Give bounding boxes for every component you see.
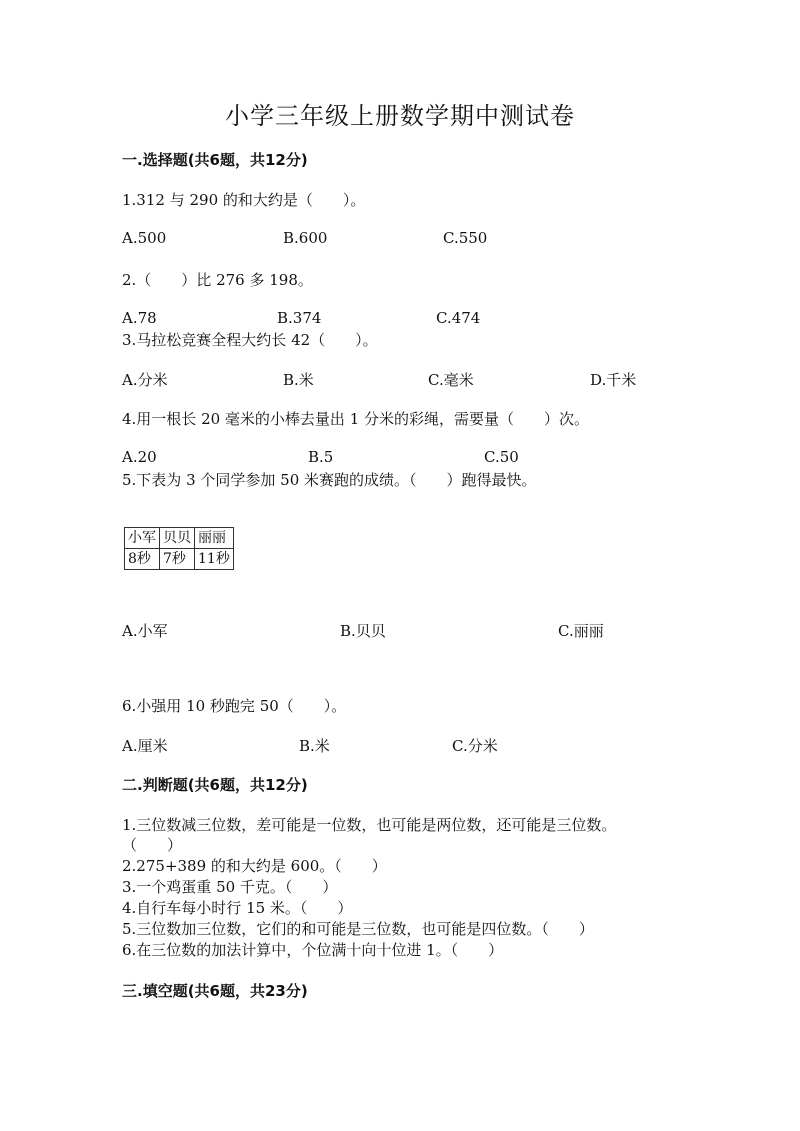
page-title: 小学三年级上册数学期中测试卷 — [225, 102, 575, 130]
mc-q2-option-b: B.374 — [277, 309, 322, 327]
mc-q5-option-b: B.贝贝 — [340, 622, 386, 640]
tf-question-3: 3.一个鸡蛋重 50 千克。（ ） — [122, 878, 338, 896]
mc-q1-option-a: A.500 — [122, 229, 167, 247]
section-3-heading: 三.填空题(共6题，共23分) — [122, 982, 308, 1000]
table-header-cell: 贝贝 — [160, 528, 195, 549]
mc-q3-option-d: D.千米 — [590, 371, 637, 389]
mc-question-6: 6.小强用 10 秒跑完 50（ ）。 — [122, 697, 347, 715]
table-header-cell: 小军 — [125, 528, 160, 549]
tf-question-1: 1.三位数减三位数，差可能是一位数，也可能是两位数，还可能是三位数。 — [122, 816, 617, 834]
mc-q5-option-c: C.丽丽 — [558, 622, 604, 640]
mc-q1-option-b: B.600 — [283, 229, 328, 247]
table-cell: 7秒 — [160, 549, 195, 570]
table-row — [125, 549, 234, 570]
mc-q4-option-c: C.50 — [484, 448, 519, 466]
mc-q6-option-b: B.米 — [299, 737, 330, 755]
tf-question-5: 5.三位数加三位数，它们的和可能是三位数，也可能是四位数。（ ） — [122, 920, 594, 938]
mc-q6-option-a: A.厘米 — [122, 737, 168, 755]
mc-question-1: 1.312 与 290 的和大约是（ ）。 — [122, 191, 366, 209]
tf-question-4: 4.自行车每小时行 15 米。（ ） — [122, 899, 353, 917]
race-results-table — [124, 527, 234, 570]
mc-question-2: 2.（ ）比 276 多 198。 — [122, 271, 313, 289]
mc-q3-option-a: A.分米 — [122, 371, 168, 389]
tf-question-1-continuation: （ ） — [122, 836, 183, 854]
table-header-cell: 丽丽 — [195, 528, 234, 549]
section-2-heading: 二.判断题(共6题，共12分) — [122, 776, 308, 794]
tf-question-6: 6.在三位数的加法计算中，个位满十向十位进 1。（ ） — [122, 941, 504, 959]
mc-question-5: 5.下表为 3 个同学参加 50 米赛跑的成绩。（ ）跑得最快。 — [122, 471, 537, 489]
table-cell: 11秒 — [195, 549, 234, 570]
mc-q2-option-c: C.474 — [436, 309, 481, 327]
mc-question-4: 4.用一根长 20 毫米的小棒去量出 1 分米的彩绳，需要量（ ）次。 — [122, 410, 590, 428]
table-header-row — [125, 528, 234, 549]
mc-question-3: 3.马拉松竞赛全程大约长 42（ ）。 — [122, 331, 378, 349]
section-1-heading: 一.选择题(共6题，共12分) — [122, 151, 308, 169]
table-cell: 8秒 — [125, 549, 160, 570]
mc-q6-option-c: C.分米 — [452, 737, 498, 755]
mc-q4-option-a: A.20 — [122, 448, 157, 466]
mc-q2-option-a: A.78 — [122, 309, 157, 327]
mc-q4-option-b: B.5 — [308, 448, 334, 466]
mc-q3-option-b: B.米 — [283, 371, 314, 389]
mc-q5-option-a: A.小军 — [122, 622, 168, 640]
mc-q1-option-c: C.550 — [443, 229, 488, 247]
tf-question-2: 2.275+389 的和大约是 600。（ ） — [122, 857, 387, 875]
mc-q3-option-c: C.毫米 — [428, 371, 474, 389]
